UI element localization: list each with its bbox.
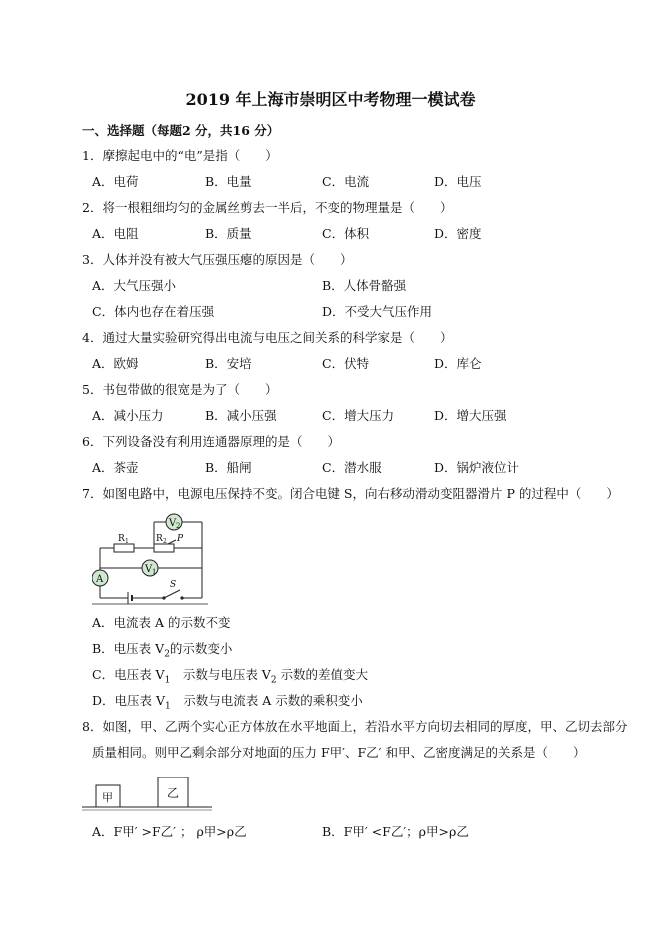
q1-option-d: D．电压 [434, 174, 482, 189]
ammeter-label: A [96, 574, 104, 585]
question-7-stem: 7．如图电路中，电源电压保持不变。闭合电键 S，向右移动滑动变阻器滑片 P 的过程中（ ） [82, 486, 619, 501]
r1-sub: 1 [125, 538, 129, 545]
circuit-diagram [92, 510, 212, 605]
q5-option-d: D．增大压强 [434, 408, 507, 423]
q5-option-b: B．减小压强 [205, 408, 277, 423]
r2-sub: 2 [163, 538, 167, 545]
q6-option-a: A．茶壶 [92, 460, 139, 475]
q5-option-c: C．增大压力 [322, 408, 395, 423]
v1-sub: 1 [152, 568, 157, 576]
q8-option-a: A．F甲′ >F乙′ ； ρ甲>ρ乙 [92, 824, 247, 839]
q3-option-c: C．体内也存在着压强 [92, 304, 215, 319]
q6-option-b: B．船闸 [205, 460, 252, 475]
q8-option-b: B．F甲′ <F乙′；ρ甲>ρ乙 [322, 824, 469, 839]
switch-s-label: S [170, 580, 177, 590]
slider-p-label: P [177, 534, 184, 544]
q2-option-b: B．质量 [205, 226, 252, 241]
page-title: 2019 年上海市崇明区中考物理一模试卷 [185, 90, 476, 109]
q7-option-b: B．电压表 $V_2$的示数变小 [92, 641, 233, 660]
cube-yi-label: 乙 [167, 786, 180, 800]
q1-option-c: C．电流 [322, 174, 370, 189]
q4-option-b: B．安培 [205, 356, 252, 371]
q3-option-a: A．大气压强小 [92, 278, 177, 293]
q4-option-a: A．欧姆 [92, 356, 139, 371]
section-heading: 一、选择题（每题2 分，共16 分） [82, 123, 280, 138]
rheostat-r2 [154, 544, 174, 552]
q4-option-d: D．库仑 [434, 356, 482, 371]
q2-option-a: A．电阻 [92, 226, 139, 241]
q6-option-c: C．潜水服 [322, 460, 382, 475]
v2-sub: 2 [176, 522, 181, 530]
q7-option-c: C．电压表 $V_1$ 示数与电压表 $V_2$ 示数的差值变大 [92, 667, 369, 686]
question-8-stem-line2: 质量相同。则甲乙剩余部分对地面的压力 F甲′、F乙′ 和甲、乙密度满足的关系是（ ） [92, 745, 586, 760]
q3-option-d: D．不受大气压作用 [322, 304, 433, 319]
question-8-stem-line1: 8．如图，甲、乙两个实心正方体放在水平地面上，若沿水平方向切去相同的厚度，甲、乙切去部分 [82, 719, 628, 734]
q2-option-c: C．体积 [322, 226, 370, 241]
resistor-r1 [114, 544, 134, 552]
cubes-diagram [80, 777, 220, 811]
q6-option-d: D．锅炉液位计 [434, 460, 520, 475]
question-2-stem: 2．将一根粗细均匀的金属丝剪去一半后，不变的物理量是（ ） [82, 200, 453, 215]
q4-option-c: C．伏特 [322, 356, 370, 371]
v2-label: V [169, 518, 177, 529]
q1-option-b: B．电量 [205, 174, 252, 189]
r1-label: R [118, 534, 125, 544]
question-5-stem: 5．书包带做的很宽是为了（ ） [82, 382, 278, 397]
question-1-stem: 1．摩擦起电中的“电”是指（ ） [82, 148, 278, 163]
question-4-stem: 4．通过大量实验研究得出电流与电压之间关系的科学家是（ ） [82, 330, 453, 345]
q2-option-d: D．密度 [434, 226, 482, 241]
cube-jia-label: 甲 [102, 791, 113, 804]
q5-option-a: A．减小压力 [92, 408, 164, 423]
question-6-stem: 6．下列设备没有利用连通器原理的是（ ） [82, 434, 340, 449]
q3-option-b: B．人体骨骼强 [322, 278, 407, 293]
q1-option-a: A．电荷 [92, 174, 139, 189]
r2-label: R [156, 534, 163, 544]
q7-option-d: D．电压表 $V_1$ 示数与电流表 A 示数的乘积变小 [92, 693, 363, 712]
v1-label: V [145, 564, 153, 575]
question-3-stem: 3．人体并没有被大气压强压瘪的原因是（ ） [82, 252, 353, 267]
q7-option-a: A．电流表 A 的示数不变 [92, 615, 231, 630]
